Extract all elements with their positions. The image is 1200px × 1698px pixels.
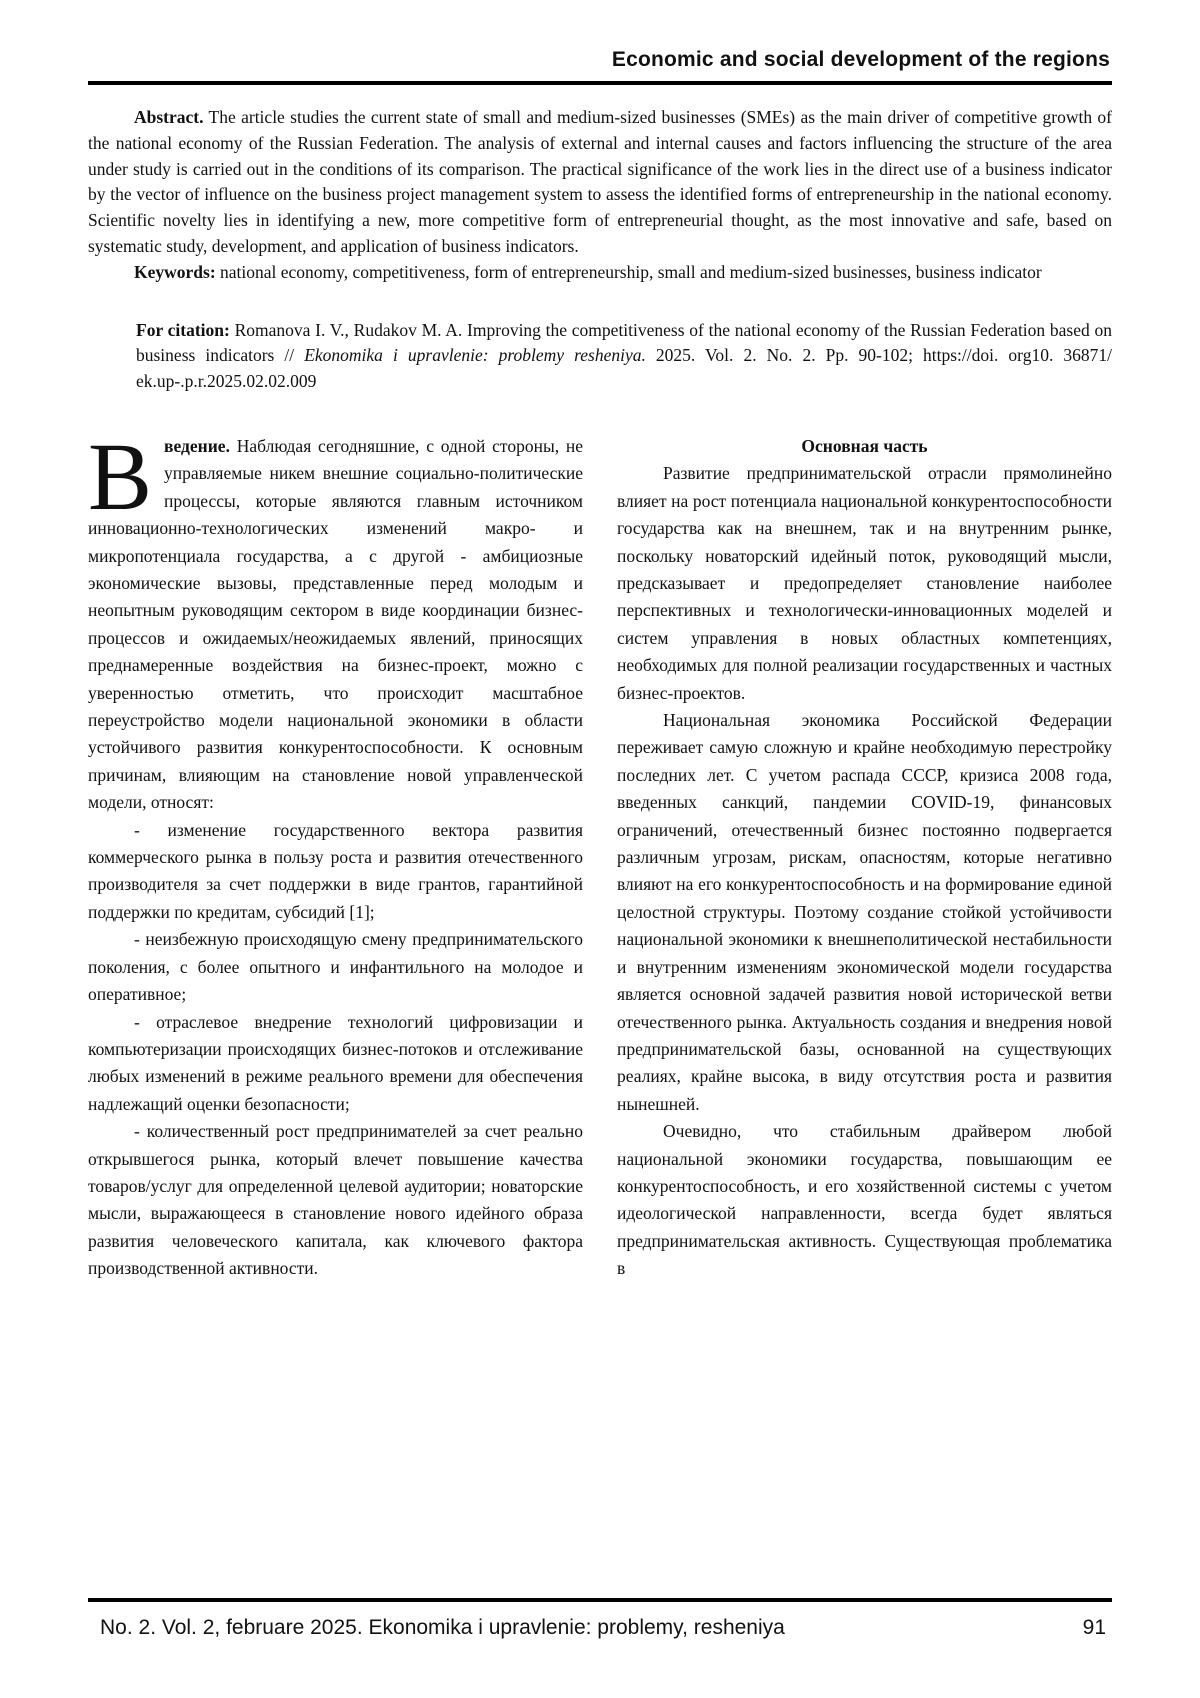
article-body [88,433,1112,1598]
abstract-section [88,105,1112,286]
footer-rule [88,1598,1112,1602]
list-item-paragraph: - неизбежную происходящую смену предпринимательского поколения, с более опытного и инфантильного на молодое и оперативное; [88,929,583,1005]
list-item-paragraph: - изменение государственного вектора развития коммерческого рынка в пользу роста и развития отечественного производителя за счет поддержки в виде грантов, гарантийной поддержки по кредитам, субсидий [1]; [88,819,583,922]
body-paragraph: Очевидно, что стабильным драйвером любой национальной экономики государства, повышающим ее конкурентоспособность, и его хозяйственной системы с учетом идеологической направленности, всегда будет являться предпринимательская активность. Существующая проблематика в [617,1121,1112,1279]
keywords-label: Keywords: [134,261,216,282]
citation-paragraph [136,318,1112,395]
body-paragraph: Национальная экономика Российской Федерации переживает самую сложную и крайне необходимую перестройку последних лет. С учетом распада СССР, кризиса 2008 года, введенных санкций, пандемии COVID-19, финансовых ограничений, отечественный бизнес постоянно подвергается различным угрозам, рискам, опасностям, которые негативно влияют на его конкурентоспособность и на формирование единой целостной структуры. Поэтому создание стойкой устойчивости национальной экономики к внешнеполитической нестабильности и внутренним изменениям экономической модели государства является основной задачей развития новой исторической ветви отечественного рынка. Актуальность создания и внедрения новой предпринимательской базы, основанной на существующих реалиях, крайне высока, в виду отсутствия роста и развития нынешней. [617,710,1112,1114]
footer-journal-info: No. 2. Vol. 2, februare 2025. Ekonomika i upravlenie: problemy, resheniya [100,1616,785,1639]
page-footer [88,1598,1112,1640]
keywords-paragraph [88,260,1112,286]
abstract-text: The article studies the current state of small and medium-sized businesses (SMEs) as the main driver of competitive growth of the national economy of the Russian Federation. The analysis of external and internal causes and factors influencing the structure of the area under study is carried out in the conditions of its comparison. The practical significance of the work lies in the direct use of a business indicator by the vector of influence on the business project management system to assess the identified forms of entrepreneurship in the national economy. Scientific novelty lies in identifying a new, more competitive form of entrepreneurial thought, as the most innovative and safe, based on systematic study, development, and application of business indicators. [88,107,1112,256]
citation-text-end: 2025. Vol. 2. No. 2. Pp. 90-102; https://doi. org10. 36871/ ek.up-.p.r.2025.02.02.009 [136,345,1112,392]
running-head: Economic and social development of the regions [611,48,1110,71]
body-paragraph: Развитие предпринимательской отрасли прямолинейно влияет на рост потенциала национальной конкурентоспособности государства как на внешнем, так и на внутренним рынке, поскольку новаторский идейный поток, руководящий мысли, предсказывает и предопределяет становление наиболее перспективных и технологически-инновационных моделей и систем управления в новых областных компетенциях, необходимых для полной реализации государственных и частных бизнес-проектов. [617,463,1112,703]
left-column [88,433,583,1598]
section-heading: Основная часть [801,435,928,456]
citation-text-start: Romanova I. V., Rudakov M. A. Improving the competitiveness of the national economy of the Russian Federation based on business indicators // [136,319,1112,366]
list-item-paragraph: - отраслевое внедрение технологий цифровизации и компьютеризации происходящих бизнес-потоков и отслеживание любых изменений в режиме реального времени для обеспечения надлежащий оценки безопасности; [88,1011,583,1114]
abstract-label: Abstract. [134,107,204,127]
introduction-text: Наблюдая сегодняшние, с одной стороны, не управляемые никем внешние социально-политические процессы, которые являются главным источником инновационно-технологических изменений макро- и микропотенциала государства, а с другой - амбициозные экономические вызовы, представленные перед молодым и неопытным руководящим сектором в виде координации бизнес-процессов и ожидаемых/неожидаемых явлений, приносящих преднамеренные воздействия на бизнес-проект, можно с уверенностью отметить, что происходит масштабное переустройство модели национальной экономики в области устойчивого развития конкурентоспособности. К основным причинам, влияющим на становление новой управленческой модели, относят: [88,435,583,813]
right-column [617,433,1112,1598]
citation-section [136,318,1112,395]
header-rule [88,81,1112,85]
abstract-paragraph [88,105,1112,260]
dropcap-letter: В [88,432,153,530]
list-item-paragraph: - количественный рост предпринимателей за счет реально открывшегося рынка, который влечет повышение качества товаров/услуг для определенной целевой аудитории; новаторские мысли, выражающееся в становление нового идейного образа развития человеческого капитала, как ключевого фактора производственной активности. [88,1121,583,1279]
citation-label: For citation: [136,319,230,340]
page-header [88,48,1112,85]
introduction-paragraph [88,433,583,817]
keywords-text: national economy, competitiveness, form of entrepreneurship, small and medium-sized businesses, business indicator [220,261,1042,282]
citation-journal-title: Ekonomika i upravlenie: problemy resheniya. [304,345,646,366]
page-number: 91 [1082,1616,1106,1639]
introduction-label: ведение. [164,435,230,456]
